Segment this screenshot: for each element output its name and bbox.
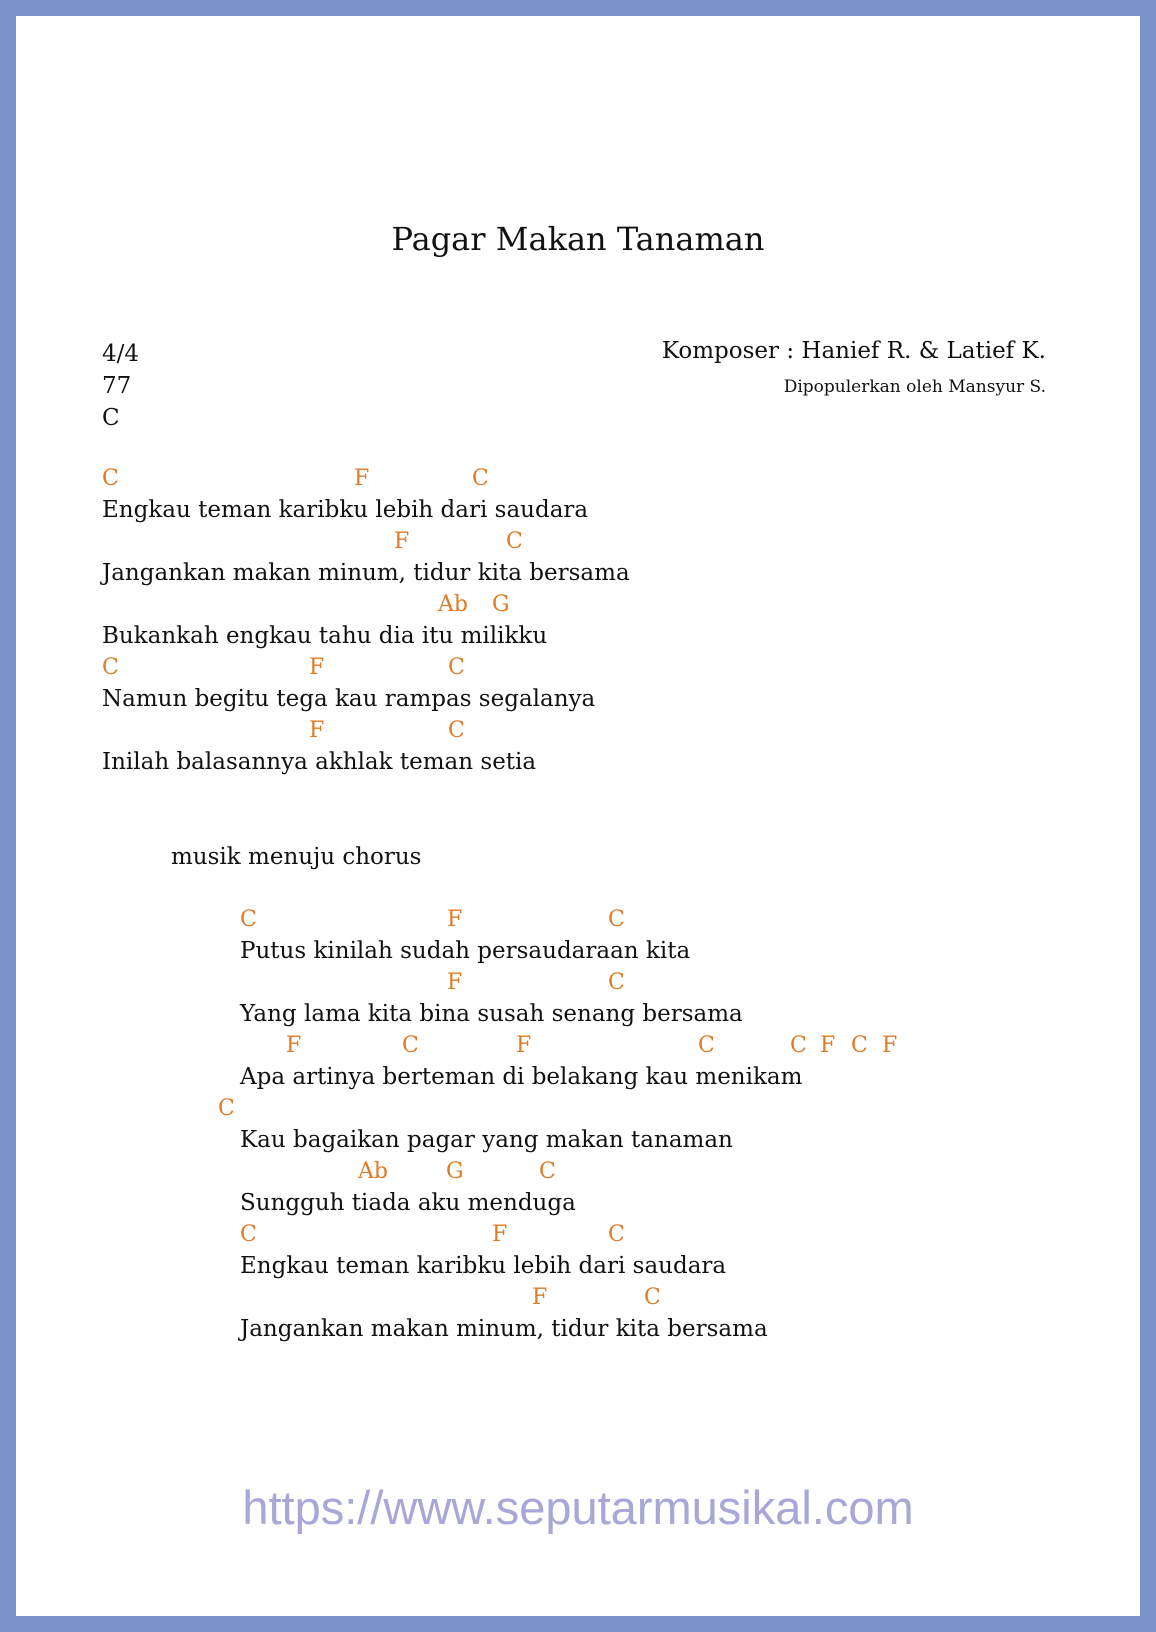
chord: F	[354, 466, 370, 491]
lyric: Yang lama kita bina susah senang bersama	[240, 1001, 743, 1027]
song-meta	[102, 338, 139, 434]
chord: C	[698, 1033, 715, 1058]
lyric: Jangankan makan minum, tidur kita bersama	[240, 1316, 768, 1342]
chord: C	[608, 1222, 625, 1247]
chord: F	[309, 655, 325, 680]
chord: C	[102, 466, 119, 491]
chord: C	[448, 718, 465, 743]
chord: C	[790, 1033, 807, 1058]
chord: C	[218, 1096, 235, 1121]
chord: F	[286, 1033, 302, 1058]
chord: F	[309, 718, 325, 743]
chord: C	[402, 1033, 419, 1058]
interlude-note: musik menuju chorus	[171, 844, 422, 870]
watermark-url: https://www.seputarmusikal.com	[242, 1481, 914, 1534]
chord: C	[448, 655, 465, 680]
chord: F	[394, 529, 410, 554]
chord: C	[539, 1159, 556, 1184]
lyric: Sungguh tiada aku menduga	[240, 1190, 576, 1216]
time-signature: 4/4	[102, 341, 140, 367]
lyric: Namun begitu tega kau rampas segalanya	[102, 686, 596, 712]
lyric: Inilah balasannya akhlak teman setia	[102, 749, 537, 775]
chord: Ab	[438, 592, 468, 617]
chord: C	[608, 907, 625, 932]
chord: C	[472, 466, 489, 491]
chord: C	[644, 1285, 661, 1310]
chord: G	[492, 592, 510, 617]
lyric: Putus kinilah sudah persaudaraan kita	[240, 938, 691, 964]
lyric: Bukankah engkau tahu dia itu milikku	[102, 623, 548, 649]
lyric: Engkau teman karibku lebih dari saudara	[102, 497, 589, 523]
chord: Ab	[358, 1159, 388, 1184]
popularized-credit: Dipopulerkan oleh Mansyur S.	[783, 377, 1046, 397]
chord: C	[851, 1033, 868, 1058]
chord: F	[447, 970, 463, 995]
chord: F	[447, 907, 463, 932]
chord: F	[532, 1285, 548, 1310]
song-title: Pagar Makan Tanaman	[391, 220, 765, 258]
chord: F	[882, 1033, 898, 1058]
song-key: C	[102, 405, 120, 431]
chord: G	[446, 1159, 464, 1184]
chord: C	[102, 655, 119, 680]
lyric: Kau bagaikan pagar yang makan tanaman	[240, 1127, 733, 1153]
sheet-page	[16, 16, 1140, 1616]
chord: C	[240, 907, 257, 932]
tempo: 77	[102, 373, 132, 399]
chord: C	[608, 970, 625, 995]
chord: C	[506, 529, 523, 554]
lyric: Jangankan makan minum, tidur kita bersama	[102, 560, 630, 586]
composer-credit: Komposer : Hanief R. & Latief K.	[661, 338, 1046, 364]
chord: F	[516, 1033, 532, 1058]
lyric: Engkau teman karibku lebih dari saudara	[240, 1253, 727, 1279]
chord: F	[492, 1222, 508, 1247]
chord: C	[240, 1222, 257, 1247]
chord: F	[820, 1033, 836, 1058]
lyric: Apa artinya berteman di belakang kau menikam	[240, 1064, 803, 1090]
